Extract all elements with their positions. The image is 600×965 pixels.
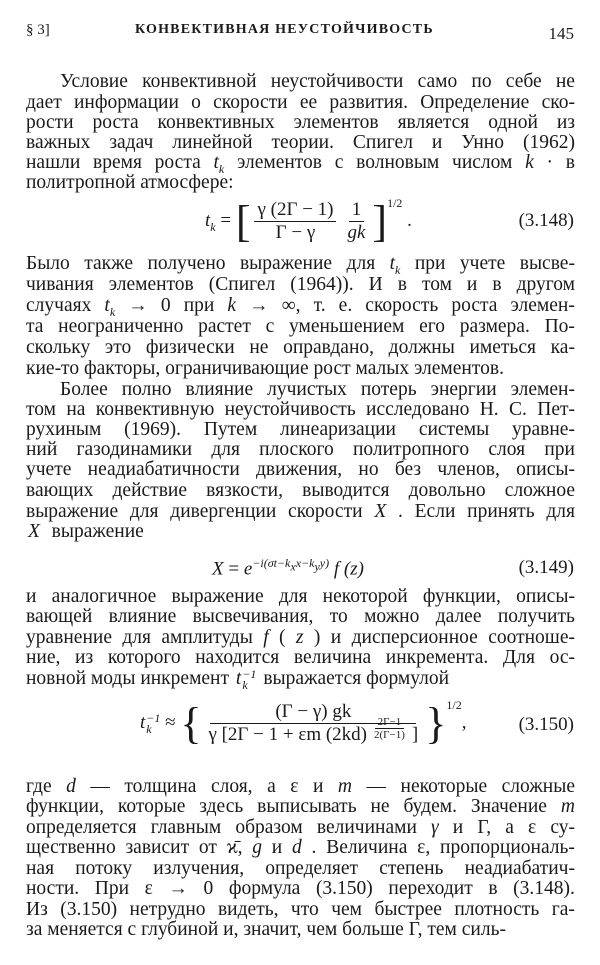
word: 0: [203, 878, 214, 899]
fraction: $\frac{\gamma (2\Gamma - 1)}{\Gamma - \gamma}$: [254, 199, 336, 244]
word: неустойчивости: [270, 71, 404, 92]
math-symbol: k: [227, 295, 237, 316]
word: ·: [546, 152, 553, 173]
word: элемен-: [510, 295, 575, 316]
word: плоского: [259, 439, 334, 460]
word: его: [419, 316, 445, 337]
word: —: [90, 776, 110, 797]
word: слоя,: [210, 776, 253, 797]
word: По-: [544, 316, 575, 337]
word: Спигел: [352, 132, 413, 153]
word: действие: [112, 480, 188, 501]
word: (Спигел: [208, 274, 276, 295]
word: Если: [414, 501, 456, 522]
word: И: [368, 274, 383, 295]
word: системы: [418, 419, 490, 440]
word: исследовано: [366, 399, 470, 420]
word: членов,: [437, 459, 500, 480]
word: сложные: [501, 776, 575, 797]
eq-power: 1/2: [387, 196, 403, 210]
text-line: [26, 586, 575, 608]
word: →: [168, 878, 188, 899]
word: находится: [195, 647, 280, 668]
text-line: [26, 796, 575, 818]
word: ): [313, 627, 321, 648]
text-line: [26, 337, 575, 359]
word: конвективную: [95, 399, 215, 420]
word: и: [452, 817, 464, 838]
text-line: [26, 878, 575, 900]
word: в: [488, 878, 498, 899]
word: учете: [26, 459, 72, 480]
word: Условие: [60, 71, 128, 92]
word: числом: [452, 152, 513, 173]
word: случаях: [26, 295, 92, 316]
word: для: [546, 501, 575, 522]
word: другом: [516, 274, 575, 295]
sup-sub-stack: −1 k: [146, 710, 161, 736]
math-symbol: $t_k$: [213, 152, 225, 176]
text-line: [26, 274, 575, 296]
text-line: [26, 837, 575, 859]
word: толщина: [124, 776, 197, 797]
word: растет: [198, 316, 251, 337]
word: →: [249, 295, 269, 316]
word: само: [417, 71, 458, 92]
text-line: [26, 627, 575, 649]
word: принять: [467, 501, 535, 522]
word: излучения,: [153, 858, 245, 879]
word: важных: [26, 132, 91, 153]
word: и: [26, 586, 37, 607]
word: для: [211, 439, 240, 460]
word: физически: [145, 337, 235, 358]
word: линейной: [172, 132, 253, 153]
word: здесь: [199, 796, 244, 817]
word: чем: [331, 899, 362, 920]
word: в: [492, 274, 502, 295]
math-symbol: g: [252, 837, 263, 858]
word: которые: [117, 796, 186, 817]
word: главным: [150, 817, 222, 838]
word: неадиабатичности: [87, 459, 240, 480]
word: быстрее: [374, 899, 442, 920]
word: при: [183, 295, 215, 316]
word: Величина: [326, 837, 408, 858]
word: учете: [459, 253, 506, 274]
word: том: [26, 399, 56, 420]
word: из: [75, 647, 94, 668]
word: рухиным: [26, 419, 102, 440]
math-symbol: γ: [431, 817, 439, 838]
word: и: [466, 274, 478, 295]
word: элементов: [293, 112, 379, 133]
word: далее: [435, 606, 482, 627]
word: дисперсионное: [351, 627, 478, 648]
word: на: [66, 399, 86, 420]
text-line: [26, 817, 575, 839]
word: от: [198, 837, 217, 858]
word: то: [329, 606, 348, 627]
word: некоторые: [400, 776, 488, 797]
word: пропорциональ-: [440, 837, 575, 858]
word: чивания: [26, 274, 94, 295]
word: Н.: [479, 399, 499, 420]
word: дает: [26, 92, 62, 113]
word: (1969).: [124, 419, 181, 440]
math-symbol: X: [374, 501, 387, 522]
word: (3.150): [60, 899, 118, 920]
equation-number: (3.149): [518, 557, 574, 578]
word: линеаризации: [279, 419, 396, 440]
word: ний: [26, 439, 58, 460]
text-line: [26, 521, 575, 543]
word: ε: [290, 776, 299, 797]
math-symbol: t −1 k: [235, 666, 257, 692]
word: некоторой: [322, 586, 408, 607]
word: При: [94, 878, 130, 899]
text-line: [26, 172, 575, 194]
word: дивергенции: [170, 501, 277, 522]
word: видеть,: [217, 899, 279, 920]
word: выводится: [302, 480, 390, 501]
word: получить: [497, 606, 575, 627]
word: ε: [528, 817, 537, 838]
word: выражение: [171, 586, 264, 607]
word: роста: [154, 152, 201, 173]
word: элементов: [108, 274, 194, 295]
word: С.: [509, 399, 527, 420]
word: конвективной: [142, 71, 257, 92]
word: величинами: [316, 817, 417, 838]
word: уравнение: [26, 627, 112, 648]
text-line: [26, 295, 575, 317]
text-line: [26, 439, 575, 461]
word: образом: [235, 817, 303, 838]
word: должны: [388, 337, 455, 358]
word: потерь: [360, 379, 417, 400]
word: и: [312, 776, 324, 797]
word: рости: [26, 112, 74, 133]
word: с: [265, 316, 275, 337]
word: потоку: [75, 858, 133, 879]
word: соотноше-: [488, 627, 575, 648]
word: которого: [107, 647, 181, 668]
word: су-: [550, 817, 575, 838]
text-line: [26, 501, 575, 523]
word: величина: [293, 647, 372, 668]
math-symbol: $t_k$: [389, 253, 401, 277]
word: выписывать: [257, 796, 357, 817]
word: политропного: [352, 439, 470, 460]
word: определяется: [26, 817, 137, 838]
word: энергии: [430, 379, 497, 400]
sup-sub-stack: −1 k: [242, 666, 257, 692]
word: ние,: [26, 647, 61, 668]
text-line: [26, 647, 575, 669]
word: в: [397, 274, 407, 295]
text-line: [26, 253, 575, 275]
word: не: [249, 337, 269, 358]
word: для: [122, 627, 151, 648]
word: скорость: [365, 295, 439, 316]
word: уменьшением: [288, 316, 405, 337]
word: (3.148).: [513, 878, 575, 899]
word: и: [330, 627, 342, 648]
word: ∞,: [281, 295, 301, 316]
word: том: [421, 274, 452, 295]
word: сложное: [504, 480, 575, 501]
word: та: [26, 316, 44, 337]
word: также: [84, 253, 133, 274]
word: выражение: [26, 501, 119, 522]
word: формула: [228, 878, 301, 899]
word: без: [394, 459, 422, 480]
word: себе: [505, 71, 542, 92]
word: —: [366, 776, 387, 797]
eq-lhs: $t_k$: [205, 209, 216, 234]
word: амплитуды: [161, 627, 253, 648]
word: (1962): [522, 132, 575, 153]
word: Было: [26, 253, 70, 274]
word: Путем: [203, 419, 258, 440]
word: роста: [451, 295, 498, 316]
word: высве-: [519, 253, 575, 274]
word: уравне-: [512, 419, 575, 440]
word: и: [431, 132, 443, 153]
math-symbol: $t_k$: [104, 295, 116, 319]
word: Унно: [461, 132, 504, 153]
math-symbol: f: [263, 627, 269, 648]
word: нетрудно: [129, 899, 206, 920]
word: для: [129, 501, 159, 522]
text-segment: новной моды инкремент: [26, 668, 234, 689]
word: т.: [313, 295, 326, 316]
text-segment: кие-то факторы, ограничивающие рост малых элементов.: [26, 358, 504, 379]
word: функции,: [26, 796, 104, 817]
word: ско-: [541, 92, 575, 113]
word: скорости: [213, 92, 288, 113]
word: высвечивания,: [192, 606, 314, 627]
word: .: [311, 837, 317, 858]
word: вающей: [26, 606, 93, 627]
word: ее: [299, 92, 318, 113]
math-symbol: k: [525, 152, 534, 173]
word: ϰ̄,: [226, 837, 243, 858]
word: Более: [60, 379, 108, 400]
word: Значение: [470, 796, 547, 817]
eq-rel: =: [220, 209, 232, 231]
word: (: [279, 627, 286, 648]
word: по: [471, 71, 492, 92]
word: плотность: [454, 899, 540, 920]
word: ε: [144, 878, 153, 899]
word: ос-: [549, 647, 575, 668]
word: лучистых: [267, 379, 347, 400]
word: .: [398, 501, 403, 522]
word: иметься: [469, 337, 536, 358]
math-symbol: z: [295, 627, 304, 648]
word: при: [544, 439, 575, 460]
text-line: [26, 858, 575, 880]
word: информации: [74, 92, 179, 113]
text-line: [26, 132, 575, 154]
word: элемен-: [510, 379, 575, 400]
word: будем.: [403, 796, 457, 817]
word: но: [358, 459, 379, 480]
text-line: [26, 358, 575, 380]
word: не: [370, 796, 390, 817]
word: что: [290, 899, 319, 920]
word: определяет: [265, 858, 359, 879]
word: аналогичное: [51, 586, 157, 607]
word: Определение: [420, 92, 530, 113]
section-marker: § 3]: [26, 22, 50, 38]
word: в: [565, 152, 575, 173]
word: переходит: [388, 878, 473, 899]
math-symbol: m: [560, 796, 575, 817]
word: оправдано,: [283, 337, 375, 358]
word: не: [555, 71, 575, 92]
word: (3.150): [315, 878, 373, 899]
word: из: [556, 112, 575, 133]
word: влияние: [108, 606, 177, 627]
word: зависит: [125, 837, 190, 858]
word: ная: [26, 858, 55, 879]
eq-lhs: t −1 k: [140, 710, 161, 736]
word: получено: [147, 253, 226, 274]
math-symbol: X: [28, 521, 40, 542]
text-line: [26, 112, 575, 134]
text-line: [26, 92, 575, 114]
word: и: [271, 837, 283, 858]
word: движения,: [256, 459, 343, 480]
word: неадиабатич-: [464, 858, 575, 879]
text-line: [26, 152, 575, 174]
word: одной: [488, 112, 538, 133]
word: Пет-: [537, 399, 575, 420]
word: скорости: [288, 501, 363, 522]
word: газодинамики: [76, 439, 193, 460]
word: а: [267, 776, 276, 797]
text-line: [26, 776, 575, 798]
text-line: [26, 459, 575, 481]
word: (1964)).: [290, 274, 354, 295]
equation-number: (3.150): [518, 714, 574, 735]
word: ности.: [26, 878, 80, 899]
word: функции,: [422, 586, 501, 607]
word: а: [505, 817, 514, 838]
math-symbol: d: [66, 776, 76, 797]
word: вязкости,: [206, 480, 283, 501]
word: га-: [551, 899, 575, 920]
word: скольку: [26, 337, 91, 358]
text-line: [26, 919, 575, 941]
word: щественно: [26, 837, 116, 858]
text-line: [26, 606, 575, 628]
fraction: (Γ − γ) gk γ [2Γ − 1 + εm (2kd) $\frac{2\Gamma-1}{2(\Gamma-1)}$ ]: [208, 701, 419, 745]
word: влияние: [185, 379, 254, 400]
text-line: [26, 419, 575, 441]
text-line: [26, 480, 575, 502]
word: нашли: [26, 152, 81, 173]
text-segment: за меняется с глубиной и, значит, чем больше Γ, тем силь-: [26, 919, 506, 940]
fraction: $\frac{1}{gk}$: [347, 199, 366, 243]
text-segment: политропной атмосфере:: [26, 172, 234, 193]
word: е.: [338, 295, 353, 316]
word: роста: [92, 112, 139, 133]
chapter-title: КОНВЕКТИВНАЯ НЕУСТОЙЧИВОСТЬ: [135, 22, 434, 37]
word: время: [93, 152, 142, 173]
word: слоя: [488, 439, 526, 460]
word: для: [278, 586, 308, 607]
word: Для: [502, 647, 535, 668]
word: теории.: [271, 132, 334, 153]
text-line: [26, 316, 575, 338]
word: конвективных: [157, 112, 275, 133]
word: описы-: [516, 459, 575, 480]
word: задач: [109, 132, 154, 153]
word: где: [26, 776, 52, 797]
word: с: [334, 152, 344, 173]
word: выражение: [239, 253, 333, 274]
word: о: [191, 92, 201, 113]
word: является: [397, 112, 470, 133]
word: ка-: [550, 337, 575, 358]
page-number: 145: [548, 24, 574, 43]
word: можно: [364, 606, 420, 627]
text-segment: выражается формулой: [258, 668, 450, 689]
word: Γ,: [477, 817, 492, 838]
word: ε,: [417, 837, 431, 858]
word: 0: [160, 295, 171, 316]
word: это: [104, 337, 132, 358]
equation-number: (3.148): [518, 210, 574, 231]
word: описы-: [516, 586, 575, 607]
word: при: [414, 253, 446, 274]
text-line: [60, 71, 575, 93]
text-line: [60, 379, 575, 401]
word: для: [346, 253, 376, 274]
word: Из: [26, 899, 48, 920]
word: вающих: [26, 480, 94, 501]
word: инкремента.: [385, 647, 489, 668]
text-line: [26, 899, 575, 921]
word: довольно: [408, 480, 486, 501]
math-symbol: m: [337, 776, 353, 797]
word: волновым: [356, 152, 440, 173]
word: размера.: [459, 316, 530, 337]
text-line: [26, 668, 575, 690]
word: степень: [379, 858, 444, 879]
word: неограниченно: [58, 316, 184, 337]
math-symbol: d: [292, 837, 302, 858]
word: развития.: [329, 92, 408, 113]
word: →: [128, 295, 148, 316]
text-line: [26, 399, 575, 421]
word: элементов: [236, 152, 323, 173]
word: полно: [121, 379, 172, 400]
text-segment: выражение: [41, 521, 144, 542]
word: неустойчивость: [224, 399, 356, 420]
